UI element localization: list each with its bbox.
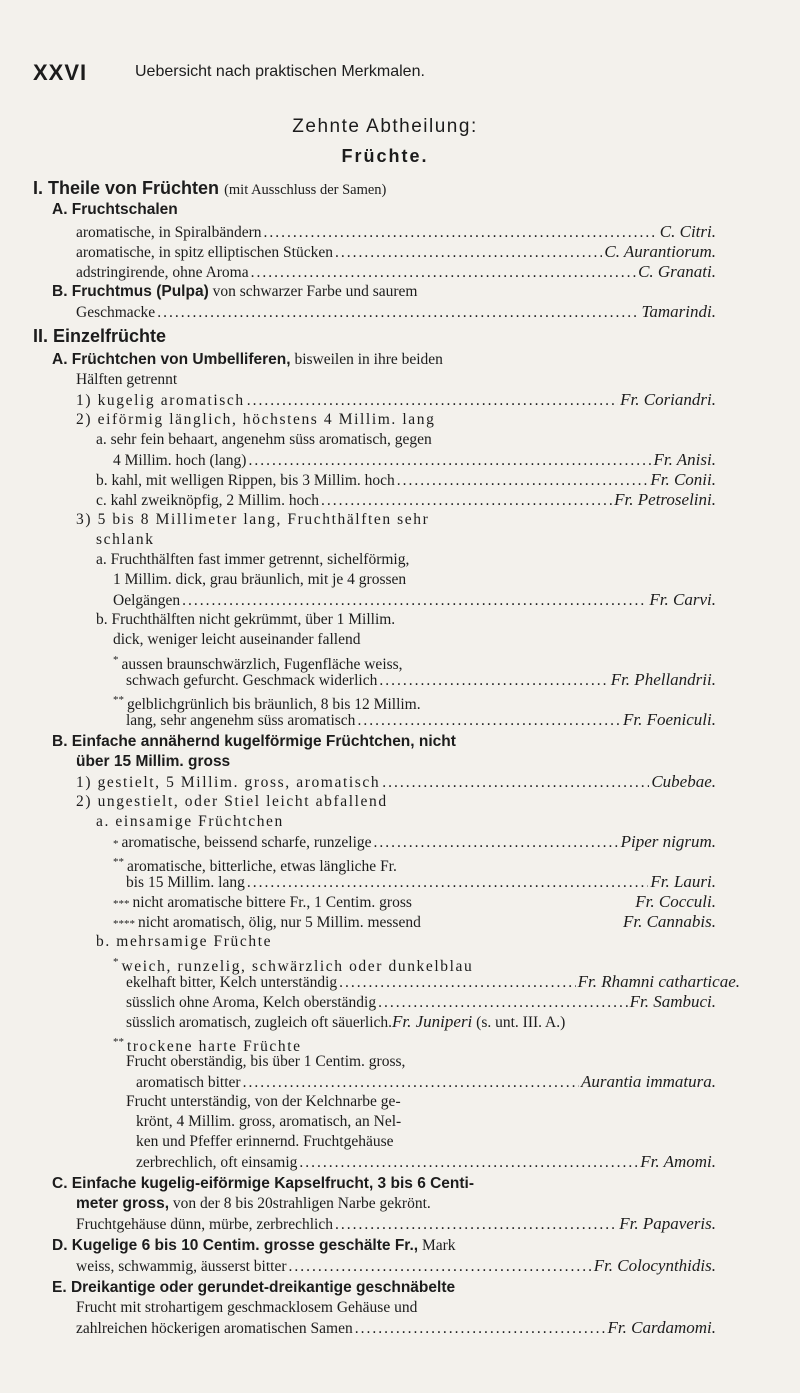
section-II-A-label: A. Früchtchen von Umbelliferen, bisweilen in ihre beiden <box>52 351 443 368</box>
entry-II-A-2a-cont: 4 Millim. hoch (lang) ..... Fr. Anisi. <box>113 450 716 471</box>
entry-II-B-1: 1) gestielt, 5 Millim. gross, aromatisch ..... Cubebae. <box>76 772 716 793</box>
entry-II-B-2a-4: **** nicht aromatisch, ölig, nur 5 Millim. messend Fr. Cannabis. <box>113 912 716 931</box>
section-I-A-label: A. Fruchtschalen <box>52 201 178 218</box>
entry-II-B-2b-1: * weich, runzelig, schwärzlich oder dunkelblau <box>113 956 474 976</box>
entry-II-B-2a-3: *** nicht aromatische bittere Fr., 1 Centim. gross Fr. Cocculi. <box>113 892 716 911</box>
entry-II-A-3b-3: * aussen braunschwärzlich, Fugenfläche weiss, <box>113 654 403 674</box>
section-II-D-label: D. Kugelige 6 bis 10 Centim. grosse geschälte Fr., Mark <box>52 1237 456 1254</box>
entry-II-B-2b-1d: süsslich aromatisch, zugleich oft säuerlich.Fr. Juniperi (s. unt. III. A.) <box>126 1012 566 1031</box>
entry-II-B-2a-2: ** aromatische, bitterliche, etwas längliche Fr. <box>113 856 397 876</box>
division-subtitle: Früchte. <box>341 146 429 166</box>
division-title: Zehnte Abtheilung: <box>292 116 478 137</box>
entry-II-A-3b-6: lang, sehr angenehm süss aromatisch ..... Fr. Foeniculi. <box>126 710 716 731</box>
section-II-C-label: C. Einfache kugelig-eiförmige Kapselfrucht, 3 bis 6 Centi- <box>52 1175 475 1192</box>
section-II-heading: II. Einzelfrüchte <box>33 326 167 346</box>
entry-II-A-3-cont: schlank <box>96 531 155 548</box>
entry-II-B-2b-2b: aromatisch bitter ..... Aurantia immatura. <box>136 1072 716 1093</box>
entry-II-A-2b: b. kahl, mit welligen Rippen, bis 3 Millim. hoch ..... Fr. Conii. <box>96 470 716 491</box>
entry-II-A-3a-3: Oelgängen ..... Fr. Carvi. <box>113 590 716 611</box>
entry-II-B-2b-2: ** trockene harte Früchte <box>113 1036 302 1056</box>
entry-II-B-2b-1b: ekelhaft bitter, Kelch unterständig ..... Fr. Rhamni catharticae. <box>126 972 740 993</box>
running-title: Uebersicht nach praktischen Merkmalen. <box>135 63 425 80</box>
entry-I-A-1: aromatische, in Spiralbändern ..... C. Citri. <box>76 222 716 243</box>
entry-II-B-2: 2) ungestielt, oder Stiel leicht abfallend <box>76 793 388 810</box>
entry-II-B-2b-2a: Frucht oberständig, bis über 1 Centim. gross, <box>126 1053 406 1070</box>
entry-II-A-3b-5: ** gelblichgrünlich bis bräunlich, 8 bis 12 Millim. <box>113 694 421 714</box>
entry-II-B-2b-2f: zerbrechlich, oft einsamig ..... Fr. Amomi. <box>136 1152 716 1173</box>
entry-II-B-2a: a. einsamige Früchtchen <box>96 813 284 830</box>
entry-II-A-1: 1) kugelig aromatisch ..... Fr. Coriandri. <box>76 390 716 411</box>
entry-II-A-2a: a. sehr fein behaart, angenehm süss aromatisch, gegen <box>96 431 432 448</box>
entry-II-B-2b-2c: Frucht unterständig, von der Kelchnarbe ge- <box>126 1093 401 1110</box>
section-II-A-cont: Hälften getrennt <box>76 371 178 388</box>
entry-II-A-3a-2: 1 Millim. dick, grau bräunlich, mit je 4 grossen <box>113 571 407 588</box>
section-II-B-cont: über 15 Millim. gross <box>76 753 231 770</box>
entry-II-A-3b-2: dick, weniger leicht auseinander fallend <box>113 631 361 648</box>
entry-II-B-2b-2e: ken und Pfeffer erinnernd. Fruchtgehäuse <box>136 1133 394 1150</box>
entry-II-D: weiss, schwammig, äusserst bitter ..... Fr. Colocynthidis. <box>76 1256 716 1277</box>
entry-II-A-3b: b. Fruchthälften nicht gekrümmt, über 1 Millim. <box>96 611 396 628</box>
section-I-heading: I. Theile von Früchten (mit Ausschluss der Samen) <box>33 178 387 198</box>
entry-II-B-2b: b. mehrsamige Früchte <box>96 933 273 950</box>
entry-I-A-3: adstringirende, ohne Aroma ..... C. Granati. <box>76 262 716 283</box>
entry-II-B-2b-1c: süsslich ohne Aroma, Kelch oberständig ..... Fr. Sambuci. <box>126 992 716 1013</box>
entry-II-A-3a: a. Fruchthälften fast immer getrennt, sichelförmig, <box>96 551 410 568</box>
section-II-E-label: E. Dreikantige oder gerundet-dreikantige geschnäbelte <box>52 1279 456 1296</box>
entry-I-A-2: aromatische, in spitz elliptischen Stücken ..... C. Aurantiorum. <box>76 242 716 263</box>
entry-II-A-2c: c. kahl zweiknöpfig, 2 Millim. hoch ..... Fr. Petroselini. <box>96 490 716 511</box>
entry-II-A-2: 2) eiförmig länglich, höchstens 4 Millim. lang <box>76 411 436 428</box>
entry-II-B-2b-2d: krönt, 4 Millim. gross, aromatisch, an Nel- <box>136 1113 402 1130</box>
entry-II-C: Fruchtgehäuse dünn, mürbe, zerbrechlich ..... Fr. Papaveris. <box>76 1214 716 1235</box>
entry-II-B-2a-2b: bis 15 Millim. lang ..... Fr. Lauri. <box>126 872 716 893</box>
entry-II-B-2a-1: * aromatische, beissend scharfe, runzelige ..... Piper nigrum. <box>113 832 716 854</box>
section-II-E-cont: Frucht mit strohartigem geschmacklosem Gehäuse und <box>76 1299 418 1316</box>
entry-I-B: Geschmacke ..... Tamarindi. <box>76 302 716 323</box>
entry-II-A-3b-4: schwach gefurcht. Geschmack widerlich ..... Fr. Phellandrii. <box>126 670 716 691</box>
page-number: XXVI <box>33 60 88 85</box>
entry-II-A-3: 3) 5 bis 8 Millimeter lang, Fruchthälften sehr <box>76 511 430 528</box>
section-II-C-cont: meter gross, von der 8 bis 20strahligen Narbe gekrönt. <box>76 1195 431 1212</box>
entry-II-E: zahlreichen höckerigen aromatischen Samen ..... Fr. Cardamomi. <box>76 1318 716 1339</box>
section-II-B-label: B. Einfache annähernd kugelförmige Früchtchen, nicht <box>52 733 456 750</box>
section-I-B-label: B. Fruchtmus (Pulpa) von schwarzer Farbe und saurem <box>52 283 418 300</box>
